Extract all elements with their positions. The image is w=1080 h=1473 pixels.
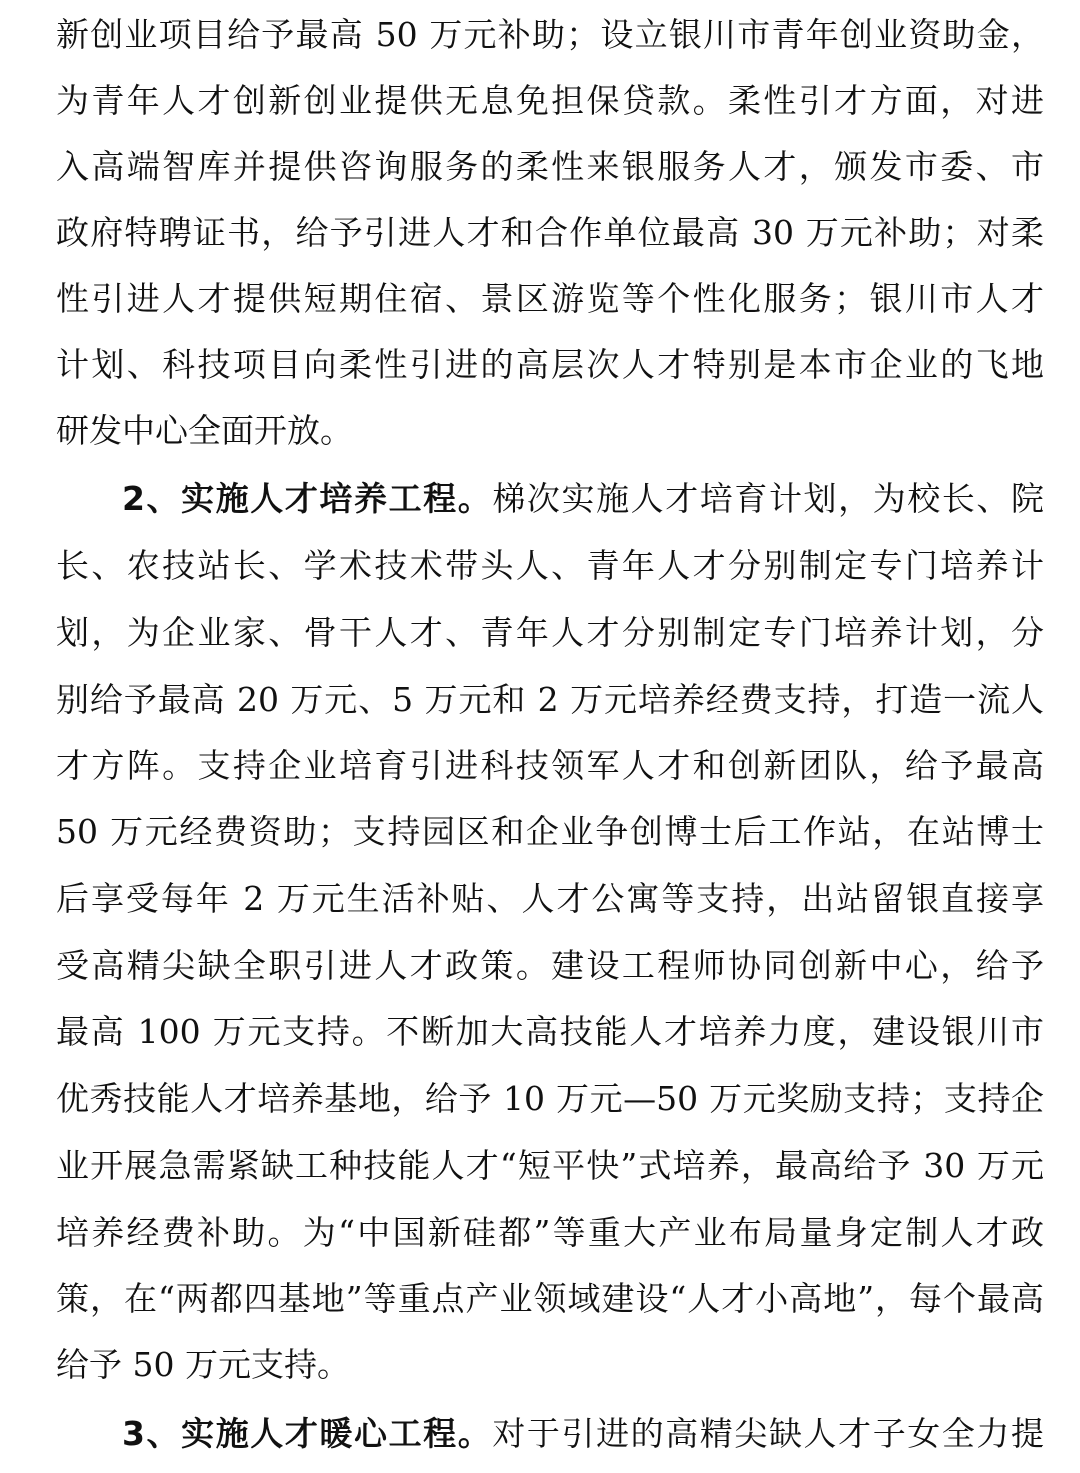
paragraph-2-line-11: 业开展急需紧缺工种技能人才“短平快”式培养，最高给予 30 万元 xyxy=(56,1146,1044,1185)
paragraph-2-line-10: 优秀技能人才培养基地，给予 10 万元—50 万元奖励支持；支持企 xyxy=(56,1079,1044,1118)
section-heading-2: 2、实施人才培养工程。 xyxy=(122,479,493,518)
paragraph-1-line-1: 新创业项目给予最高 50 万元补助；设立银川市青年创业资助金， xyxy=(56,15,1044,54)
section-heading-3: 3、实施人才暖心工程。 xyxy=(122,1414,493,1453)
paragraph-1-line-2: 为青年人才创新创业提供无息免担保贷款。柔性引才方面，对进 xyxy=(56,81,1044,120)
paragraph-1-line-6: 计划、科技项目向柔性引进的高层次人才特别是本市企业的飞地 xyxy=(56,345,1044,384)
paragraph-2-line-12: 培养经费补助。为“中国新硅都”等重大产业布局量身定制人才政 xyxy=(56,1213,1044,1252)
paragraph-2-first-line-text: 梯次实施人才培育计划，为校长、院 xyxy=(492,479,1044,518)
paragraph-1-line-5: 性引进人才提供短期住宿、景区游览等个性化服务；银川市人才 xyxy=(56,279,1044,318)
paragraph-2-line-6: 50 万元经费资助；支持园区和企业争创博士后工作站，在站博士 xyxy=(56,812,1044,851)
paragraph-2-line-2: 长、农技站长、学术技术带头人、青年人才分别制定专门培养计 xyxy=(56,546,1044,585)
paragraph-1-line-4: 政府特聘证书，给予引进人才和合作单位最高 30 万元补助；对柔 xyxy=(56,213,1044,252)
paragraph-2-line-13: 策，在“两都四基地”等重点产业领域建设“人才小高地”，每个最高 xyxy=(56,1279,1044,1318)
paragraph-2-line-9: 最高 100 万元支持。不断加大高技能人才培养力度，建设银川市 xyxy=(56,1012,1044,1051)
paragraph-2-first-line xyxy=(56,466,1044,532)
paragraph-2-line-8: 受高精尖缺全职引进人才政策。建设工程师协同创新中心，给予 xyxy=(56,946,1044,985)
paragraph-3-first-line-text: 对于引进的高精尖缺人才子女全力提 xyxy=(492,1414,1044,1453)
paragraph-1-line-3: 入高端智库并提供咨询服务的柔性来银服务人才，颁发市委、市 xyxy=(56,147,1044,186)
paragraph-2-line-14: 给予 50 万元支持。 xyxy=(56,1345,350,1384)
paragraph-2-line-7: 后享受每年 2 万元生活补贴、人才公寓等支持，出站留银直接享 xyxy=(56,879,1044,918)
paragraph-2-line-5: 才方阵。支持企业培育引进科技领军人才和创新团队，给予最高 xyxy=(56,746,1044,785)
paragraph-2-line-4: 别给予最高 20 万元、5 万元和 2 万元培养经费支持，打造一流人 xyxy=(56,680,1044,719)
paragraph-3-first-line xyxy=(56,1401,1044,1467)
paragraph-2-line-3: 划，为企业家、骨干人才、青年人才分别制定专门培养计划，分 xyxy=(56,613,1044,652)
paragraph-1-line-7: 研发中心全面开放。 xyxy=(56,411,353,450)
